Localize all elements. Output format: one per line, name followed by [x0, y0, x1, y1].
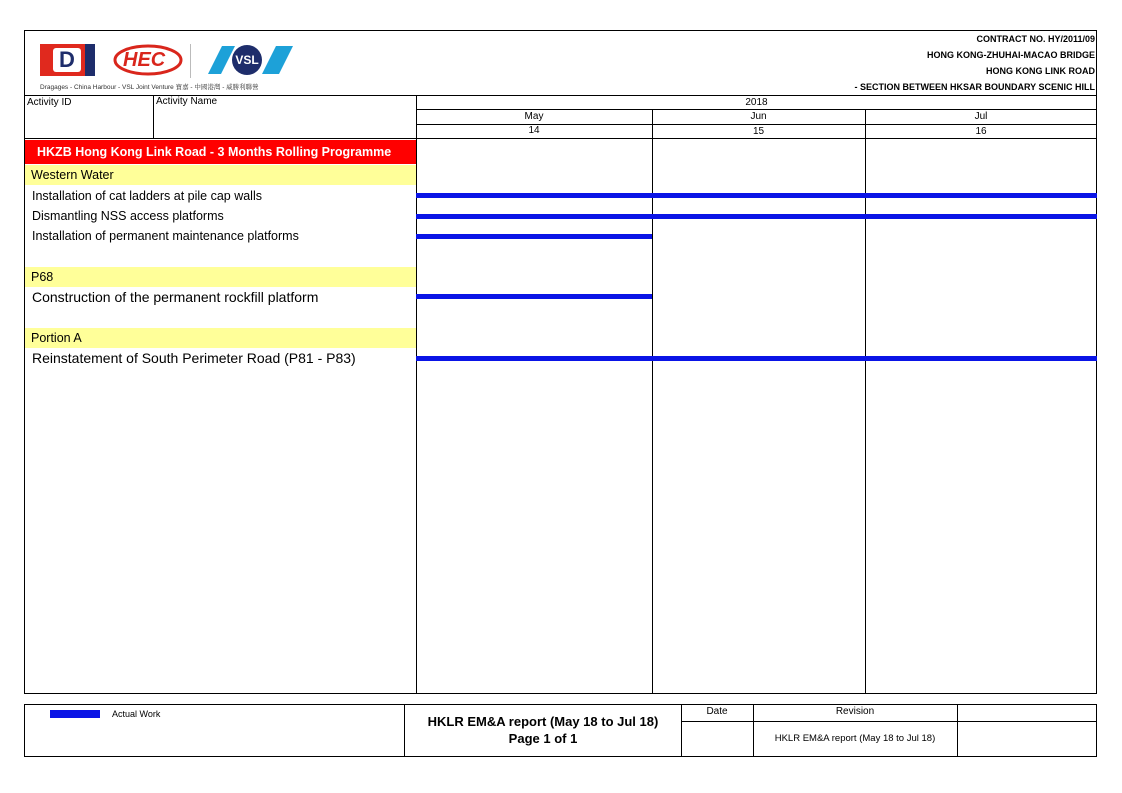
month-header-may: May — [524, 111, 544, 122]
revision-label: Revision — [835, 706, 875, 717]
week-header-15: 15 — [752, 126, 765, 137]
group-header-western-water: Western Water — [25, 165, 416, 185]
year-header: 2018 — [745, 97, 768, 108]
gantt-bar — [416, 214, 1097, 219]
chec-logo-text: HEC — [123, 49, 166, 71]
week-header-16: 16 — [975, 126, 987, 137]
month-header-jul: Jul — [974, 111, 988, 122]
revision-value: HKLR EM&A report (May 18 to Jul 18) — [774, 733, 936, 744]
logo-caption: Dragages - China Harbour - VSL Joint Venture 寶嘉 - 中國港灣 - 威勝利聯營 — [40, 84, 259, 91]
row-marker — [24, 307, 25, 327]
vsl-logo-text: VSL — [235, 53, 259, 67]
header-bottom-line — [24, 138, 1097, 139]
legend-label: Actual Work — [112, 709, 161, 719]
vsl-logo — [200, 44, 295, 76]
row-marker — [24, 246, 25, 266]
page-number: Page 1 of 1 — [508, 731, 578, 746]
project-section: - SECTION BETWEEN HKSAR BOUNDARY SCENIC HILL — [854, 82, 1095, 92]
gantt-bar — [416, 234, 652, 239]
activity-row-label: Construction of the permanent rockfill platform — [32, 289, 319, 305]
gantt-bar — [416, 294, 652, 299]
programme-title: HKZB Hong Kong Link Road - 3 Months Rolling Programme — [25, 140, 416, 164]
group-header-portion-a: Portion A — [25, 328, 416, 348]
id-name-divider — [153, 95, 154, 138]
year-divider — [416, 109, 1097, 110]
logo-divider — [190, 44, 191, 78]
chec-logo — [113, 44, 183, 76]
contract-number: CONTRACT NO. HY/2011/09 — [976, 34, 1095, 44]
week-header-14: 14 — [528, 125, 540, 136]
group-header-p68: P68 — [25, 267, 416, 287]
activity-id-header: Activity ID — [27, 97, 72, 108]
dragages-logo-letter: D — [59, 47, 75, 72]
gantt-bar — [416, 193, 1097, 198]
report-title: HKLR EM&A report (May 18 to Jul 18) — [427, 714, 659, 729]
dragages-logo — [40, 44, 95, 76]
month-header-jun: Jun — [750, 111, 767, 122]
project-name: HONG KONG-ZHUHAI-MACAO BRIDGE — [927, 50, 1095, 60]
date-label: Date — [706, 706, 728, 717]
gantt-bar — [416, 356, 1097, 361]
activity-row-label: Reinstatement of South Perimeter Road (P81 - P83) — [32, 350, 356, 366]
legend-swatch — [50, 710, 100, 718]
activity-row-label: Installation of cat ladders at pile cap walls — [32, 189, 262, 203]
footer-divider-4 — [957, 704, 958, 757]
activity-row-label: Installation of permanent maintenance platforms — [32, 229, 299, 243]
footer-row-divider — [681, 721, 1097, 722]
name-timeline-divider — [416, 95, 417, 694]
activity-name-header: Activity Name — [156, 96, 218, 107]
activity-row-label: Dismantling NSS access platforms — [32, 209, 224, 223]
project-subname: HONG KONG LINK ROAD — [986, 66, 1095, 76]
